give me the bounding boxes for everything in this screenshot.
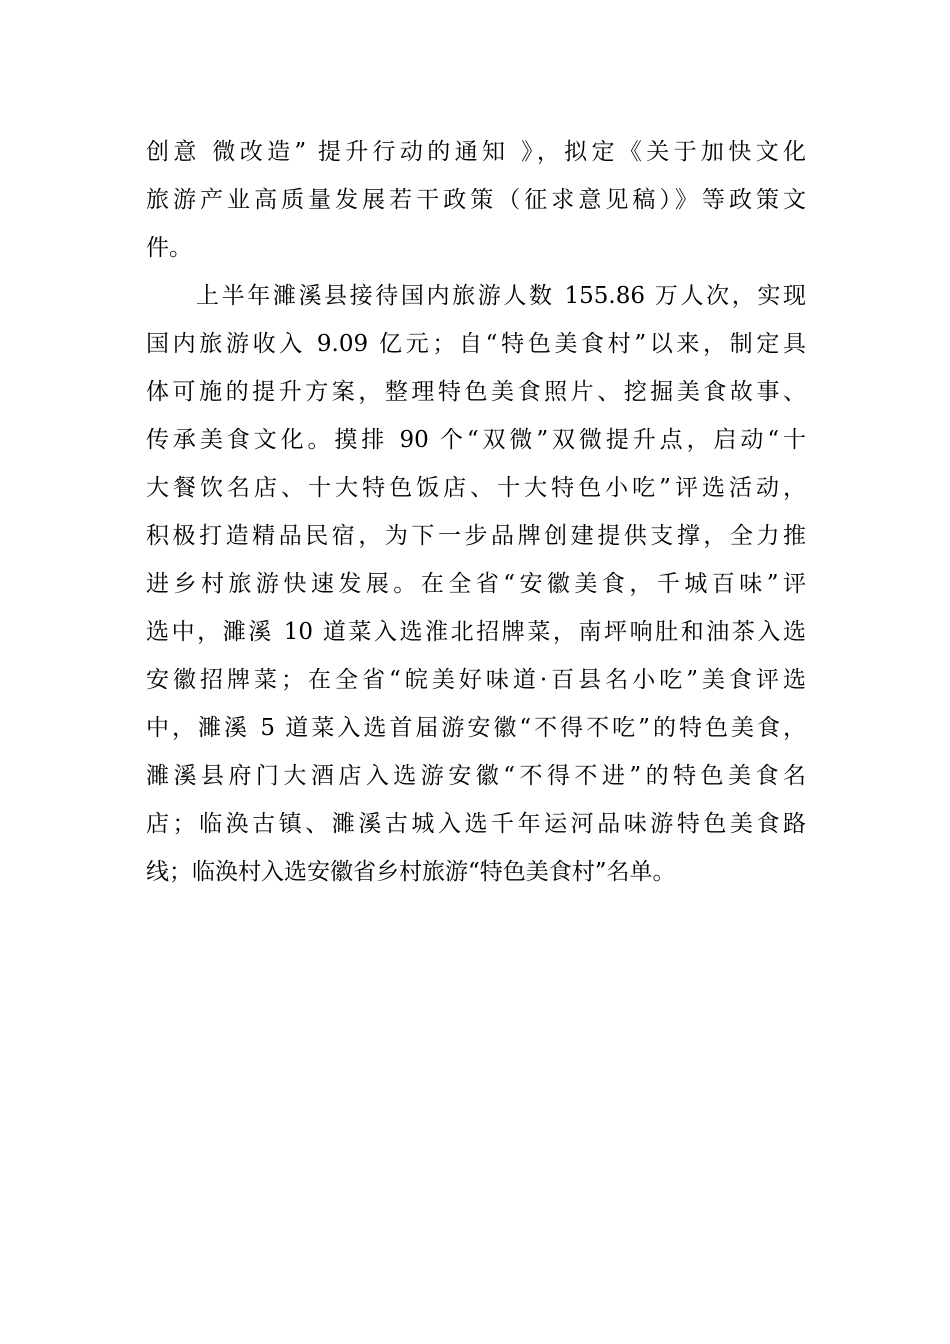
text-line: 国内旅游收入 9.09 亿元；自“特色美食村”以来，制定具: [146, 331, 806, 357]
text-line: 选中，濉溪 10 道菜入选淮北招牌菜，南坪响肚和油茶入选: [146, 619, 806, 645]
paragraph-tourism-stats: [146, 272, 806, 896]
text-line: 传承美食文化。摸排 90 个“双微”双微提升点，启动“十: [146, 427, 806, 453]
paragraph-policy-docs: [146, 128, 806, 272]
text-line: 创意 微改造” 提升行动的通知 》，拟定《关于加快文化: [146, 139, 806, 165]
text-line: 店；临涣古镇、濉溪古城入选千年运河品味游特色美食路: [146, 811, 806, 837]
text-line: 件。: [146, 235, 192, 261]
text-line: 旅游产业高质量发展若干政策（征求意见稿）》等政策文: [146, 187, 806, 213]
text-line: 积极打造精品民宿，为下一步品牌创建提供支撑，全力推: [146, 523, 806, 549]
text-line: 濉溪县府门大酒店入选游安徽“不得不进”的特色美食名: [146, 763, 806, 789]
text-line: 大餐饮名店、十大特色饭店、十大特色小吃”评选活动，: [146, 475, 806, 501]
text-line: 进乡村旅游快速发展。在全省“安徽美食，千城百味”评: [146, 571, 806, 597]
text-line: 线；临涣村入选安徽省乡村旅游“特色美食村”名单。: [146, 859, 676, 885]
text-line: 中，濉溪 5 道菜入选首届游安徽“不得不吃”的特色美食，: [146, 715, 806, 741]
text-line: 体可施的提升方案，整理特色美食照片、挖掘美食故事、: [146, 379, 806, 405]
document-body: [146, 128, 806, 896]
text-line: 安徽招牌菜；在全省“皖美好味道·百县名小吃”美食评选: [146, 667, 806, 693]
text-line: 上半年濉溪县接待国内旅游人数 155.86 万人次，实现: [196, 283, 806, 309]
